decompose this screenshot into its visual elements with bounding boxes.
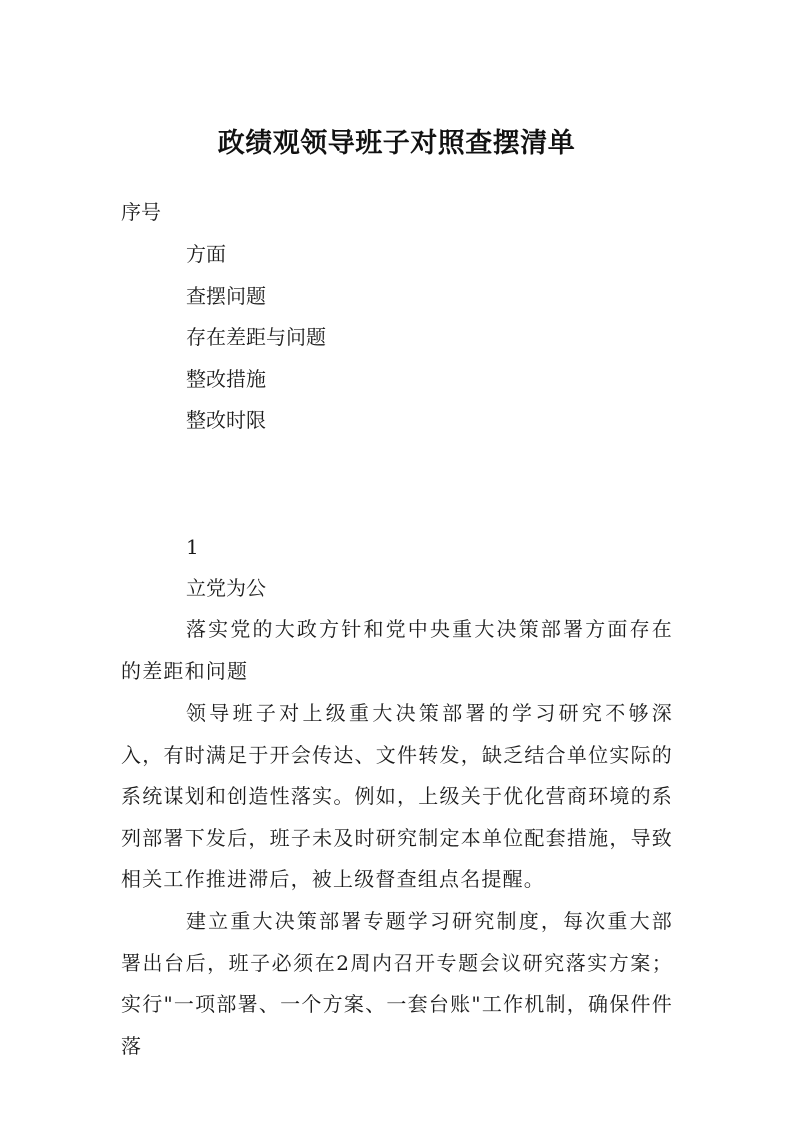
header-measure-label: 整改措施 [186,367,266,391]
header-aspect-label: 方面 [186,242,226,266]
row-measure: 建立重大决策部署专题学习研究制度，每次重大部署出台后，班子必须在2周内召开专题会议研究落实方案；实行"一项部署、一个方案、一套台账"工作机制，确保件件落 [121,909,673,1058]
row-number: 1 [186,535,199,559]
header-number-label: 序号 [121,200,161,224]
header-deadline-label: 整改时限 [186,408,266,432]
row-check-item: 落实党的大政方针和党中央重大决策部署方面存在的差距和问题 [121,617,673,683]
document-title: 政绩观领导班子对照查摆清单 [217,128,576,159]
row-aspect: 立党为公 [186,576,266,600]
header-check-item-label: 查摆问题 [186,284,266,308]
header-gap-problem-label: 存在差距与问题 [186,325,326,349]
row-gap-problem: 领导班子对上级重大决策部署的学习研究不够深入，有时满足于开会传达、文件转发，缺乏结合单位实际的系统谋划和创造性落实。例如，上级关于优化营商环境的系列部署下发后，班子未及时研究制定本单位配套措施，导致相关工作推进滞后，被上级督查组点名提醒。 [121,701,673,892]
